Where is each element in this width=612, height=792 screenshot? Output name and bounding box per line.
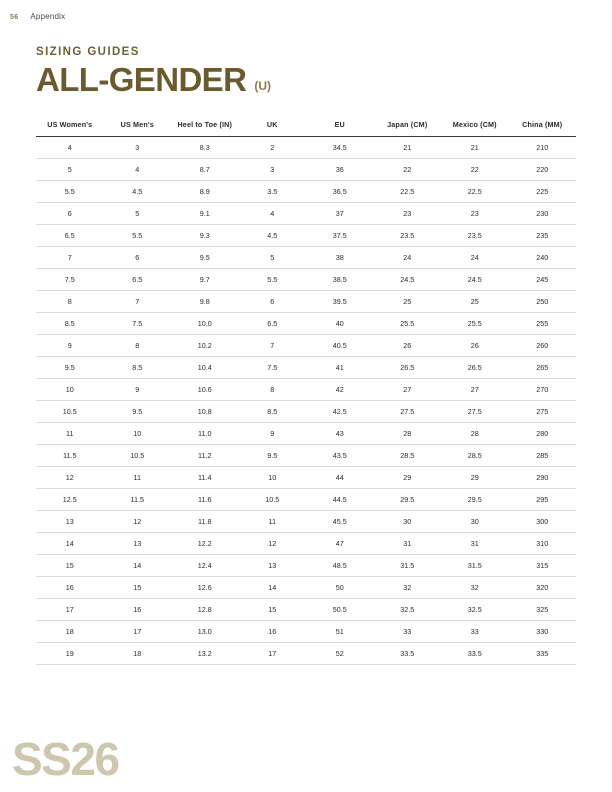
- table-cell: 270: [509, 379, 577, 401]
- table-row: [36, 137, 576, 159]
- table-cell: 5.5: [239, 269, 307, 291]
- table-cell: 16: [239, 621, 307, 643]
- table-cell: 31.5: [374, 555, 442, 577]
- table-cell: 8: [239, 379, 307, 401]
- table-cell: 300: [509, 511, 577, 533]
- table-cell: 15: [36, 555, 104, 577]
- table-cell: 12.4: [171, 555, 239, 577]
- table-cell: 8.7: [171, 159, 239, 181]
- table-head: [36, 114, 576, 137]
- table-cell: 5: [239, 247, 307, 269]
- table-cell: 50.5: [306, 599, 374, 621]
- table-cell: 7: [36, 247, 104, 269]
- table-cell: 15: [104, 577, 172, 599]
- table-cell: 19: [36, 643, 104, 665]
- table-cell: 22: [441, 159, 509, 181]
- table-cell: 240: [509, 247, 577, 269]
- table-cell: 8: [36, 291, 104, 313]
- table-cell: 250: [509, 291, 577, 313]
- table-cell: 10: [36, 379, 104, 401]
- table-cell: 23: [441, 203, 509, 225]
- table-row: [36, 401, 576, 423]
- table-cell: 280: [509, 423, 577, 445]
- table-cell: 325: [509, 599, 577, 621]
- table-cell: 7: [104, 291, 172, 313]
- table-cell: 28.5: [374, 445, 442, 467]
- table-cell: 210: [509, 137, 577, 159]
- column-header: Heel to Toe (IN): [171, 114, 239, 137]
- table-cell: 6: [36, 203, 104, 225]
- table-cell: 6.5: [36, 225, 104, 247]
- season-mark: SS26: [12, 733, 119, 785]
- table-cell: 22.5: [374, 181, 442, 203]
- table-cell: 32.5: [441, 599, 509, 621]
- table-cell: 265: [509, 357, 577, 379]
- table-cell: 14: [104, 555, 172, 577]
- column-header: Japan (CM): [374, 114, 442, 137]
- table-row: [36, 159, 576, 181]
- table-cell: 12: [239, 533, 307, 555]
- table-cell: 24.5: [374, 269, 442, 291]
- table-cell: 245: [509, 269, 577, 291]
- table-cell: 27.5: [441, 401, 509, 423]
- table-cell: 9.5: [171, 247, 239, 269]
- table-cell: 38: [306, 247, 374, 269]
- table-cell: 13.0: [171, 621, 239, 643]
- table-cell: 21: [374, 137, 442, 159]
- table-cell: 230: [509, 203, 577, 225]
- table-row: [36, 335, 576, 357]
- table-cell: 335: [509, 643, 577, 665]
- table-cell: 275: [509, 401, 577, 423]
- table-cell: 255: [509, 313, 577, 335]
- table-row: [36, 577, 576, 599]
- page-header: [10, 12, 65, 21]
- table-cell: 11.5: [36, 445, 104, 467]
- table-cell: 10.8: [171, 401, 239, 423]
- table-cell: 14: [239, 577, 307, 599]
- column-header: UK: [239, 114, 307, 137]
- table-row: [36, 489, 576, 511]
- table-cell: 10.6: [171, 379, 239, 401]
- table-cell: 25.5: [441, 313, 509, 335]
- table-cell: 42: [306, 379, 374, 401]
- table-cell: 9.5: [36, 357, 104, 379]
- main-title-row: [36, 63, 271, 96]
- table-cell: 40: [306, 313, 374, 335]
- table-body: [36, 137, 576, 665]
- table-cell: 28.5: [441, 445, 509, 467]
- table-cell: 31.5: [441, 555, 509, 577]
- table-cell: 11: [239, 511, 307, 533]
- table-cell: 28: [441, 423, 509, 445]
- table-cell: 12: [104, 511, 172, 533]
- column-header: Mexico (CM): [441, 114, 509, 137]
- table-cell: 7: [239, 335, 307, 357]
- table-cell: 13.2: [171, 643, 239, 665]
- table-row: [36, 621, 576, 643]
- table-cell: 38.5: [306, 269, 374, 291]
- table-cell: 15: [239, 599, 307, 621]
- table-row: [36, 423, 576, 445]
- table-cell: 14: [36, 533, 104, 555]
- table-cell: 8.5: [239, 401, 307, 423]
- table-cell: 11.2: [171, 445, 239, 467]
- table-cell: 3: [104, 137, 172, 159]
- table-cell: 16: [104, 599, 172, 621]
- table-cell: 11.5: [104, 489, 172, 511]
- table-cell: 27.5: [374, 401, 442, 423]
- table-row: [36, 225, 576, 247]
- table-cell: 29.5: [374, 489, 442, 511]
- table-cell: 33: [441, 621, 509, 643]
- table-row: [36, 203, 576, 225]
- table-cell: 13: [239, 555, 307, 577]
- table-cell: 6: [239, 291, 307, 313]
- table-cell: 7.5: [104, 313, 172, 335]
- table-cell: 315: [509, 555, 577, 577]
- table-header-row: [36, 114, 576, 137]
- table-cell: 23.5: [441, 225, 509, 247]
- table-cell: 10: [104, 423, 172, 445]
- page-number: 56: [10, 14, 19, 21]
- table-cell: 51: [306, 621, 374, 643]
- table-cell: 4: [36, 137, 104, 159]
- page-title: ALL-GENDER: [36, 61, 247, 98]
- table-cell: 260: [509, 335, 577, 357]
- table-cell: 6: [104, 247, 172, 269]
- table-cell: 10.0: [171, 313, 239, 335]
- table-cell: 8.5: [36, 313, 104, 335]
- table-cell: 26: [441, 335, 509, 357]
- table-cell: 17: [36, 599, 104, 621]
- table-cell: 31: [374, 533, 442, 555]
- table-cell: 33.5: [374, 643, 442, 665]
- table-cell: 6.5: [239, 313, 307, 335]
- table-cell: 10.2: [171, 335, 239, 357]
- table-cell: 9: [239, 423, 307, 445]
- table-cell: 10.5: [36, 401, 104, 423]
- table-cell: 27: [441, 379, 509, 401]
- table-cell: 23.5: [374, 225, 442, 247]
- table-cell: 32: [374, 577, 442, 599]
- table-cell: 12.6: [171, 577, 239, 599]
- table-cell: 21: [441, 137, 509, 159]
- table-cell: 18: [36, 621, 104, 643]
- table-cell: 5.5: [36, 181, 104, 203]
- table-cell: 310: [509, 533, 577, 555]
- table-cell: 30: [441, 511, 509, 533]
- eyebrow-heading: SIZING GUIDES: [36, 46, 140, 58]
- table-cell: 10.4: [171, 357, 239, 379]
- table-cell: 52: [306, 643, 374, 665]
- table-cell: 225: [509, 181, 577, 203]
- column-header: EU: [306, 114, 374, 137]
- table-cell: 9.8: [171, 291, 239, 313]
- table-cell: 3: [239, 159, 307, 181]
- table-cell: 9.5: [104, 401, 172, 423]
- table-cell: 12.8: [171, 599, 239, 621]
- table-row: [36, 643, 576, 665]
- table-cell: 6.5: [104, 269, 172, 291]
- table-cell: 9.7: [171, 269, 239, 291]
- table-cell: 8.3: [171, 137, 239, 159]
- table-cell: 11.4: [171, 467, 239, 489]
- table-cell: 13: [104, 533, 172, 555]
- table-cell: 9: [36, 335, 104, 357]
- table-cell: 29: [374, 467, 442, 489]
- table-cell: 40.5: [306, 335, 374, 357]
- column-header: China (MM): [509, 114, 577, 137]
- table-row: [36, 357, 576, 379]
- table-cell: 17: [239, 643, 307, 665]
- table-cell: 4.5: [104, 181, 172, 203]
- table-row: [36, 533, 576, 555]
- table-cell: 24: [441, 247, 509, 269]
- table-cell: 26.5: [441, 357, 509, 379]
- table-row: [36, 555, 576, 577]
- table-cell: 32: [441, 577, 509, 599]
- table-row: [36, 247, 576, 269]
- table-cell: 36: [306, 159, 374, 181]
- table-cell: 29: [441, 467, 509, 489]
- table-cell: 4: [239, 203, 307, 225]
- table-row: [36, 181, 576, 203]
- table-cell: 18: [104, 643, 172, 665]
- table-cell: 16: [36, 577, 104, 599]
- table-row: [36, 269, 576, 291]
- table-cell: 10.5: [104, 445, 172, 467]
- table-cell: 8: [104, 335, 172, 357]
- table-cell: 34.5: [306, 137, 374, 159]
- table-cell: 30: [374, 511, 442, 533]
- table-cell: 43: [306, 423, 374, 445]
- table-cell: 31: [441, 533, 509, 555]
- table-cell: 7.5: [239, 357, 307, 379]
- table-cell: 10: [239, 467, 307, 489]
- sizing-table: [36, 114, 576, 665]
- table-row: [36, 599, 576, 621]
- table-cell: 26: [374, 335, 442, 357]
- table-cell: 28: [374, 423, 442, 445]
- table-cell: 9.3: [171, 225, 239, 247]
- table-cell: 33.5: [441, 643, 509, 665]
- table-cell: 11.8: [171, 511, 239, 533]
- table-row: [36, 467, 576, 489]
- table-cell: 10.5: [239, 489, 307, 511]
- table-cell: 37.5: [306, 225, 374, 247]
- table-cell: 12.2: [171, 533, 239, 555]
- table-row: [36, 379, 576, 401]
- table-cell: 8.9: [171, 181, 239, 203]
- table-cell: 36.5: [306, 181, 374, 203]
- table-cell: 12: [36, 467, 104, 489]
- table-cell: 7.5: [36, 269, 104, 291]
- table-cell: 5: [36, 159, 104, 181]
- section-label: Appendix: [30, 12, 66, 21]
- table-cell: 37: [306, 203, 374, 225]
- table-cell: 45.5: [306, 511, 374, 533]
- table-cell: 11: [104, 467, 172, 489]
- table-cell: 3.5: [239, 181, 307, 203]
- table-cell: 29.5: [441, 489, 509, 511]
- table-row: [36, 313, 576, 335]
- table-cell: 220: [509, 159, 577, 181]
- table-cell: 24.5: [441, 269, 509, 291]
- table-cell: 23: [374, 203, 442, 225]
- table-cell: 25: [374, 291, 442, 313]
- table-cell: 47: [306, 533, 374, 555]
- table-cell: 13: [36, 511, 104, 533]
- table-cell: 330: [509, 621, 577, 643]
- table-row: [36, 291, 576, 313]
- table-cell: 50: [306, 577, 374, 599]
- table-cell: 17: [104, 621, 172, 643]
- table-cell: 295: [509, 489, 577, 511]
- table-cell: 32.5: [374, 599, 442, 621]
- table-cell: 48.5: [306, 555, 374, 577]
- table-cell: 4: [104, 159, 172, 181]
- table-cell: 24: [374, 247, 442, 269]
- table-cell: 9.5: [239, 445, 307, 467]
- table-cell: 9: [104, 379, 172, 401]
- table-cell: 12.5: [36, 489, 104, 511]
- column-header: US Men's: [104, 114, 172, 137]
- table-cell: 11.6: [171, 489, 239, 511]
- table-cell: 43.5: [306, 445, 374, 467]
- table-cell: 39.5: [306, 291, 374, 313]
- table-cell: 25: [441, 291, 509, 313]
- table-cell: 41: [306, 357, 374, 379]
- title-suffix: (U): [254, 79, 271, 93]
- table-cell: 44.5: [306, 489, 374, 511]
- table-cell: 22.5: [441, 181, 509, 203]
- table-cell: 33: [374, 621, 442, 643]
- table-cell: 235: [509, 225, 577, 247]
- table-cell: 22: [374, 159, 442, 181]
- table-cell: 320: [509, 577, 577, 599]
- table-row: [36, 445, 576, 467]
- table-cell: 5: [104, 203, 172, 225]
- table-cell: 5.5: [104, 225, 172, 247]
- table-cell: 2: [239, 137, 307, 159]
- title-block: [36, 46, 271, 96]
- table-cell: 42.5: [306, 401, 374, 423]
- table-cell: 8.5: [104, 357, 172, 379]
- table-cell: 44: [306, 467, 374, 489]
- table-cell: 4.5: [239, 225, 307, 247]
- table-cell: 11.0: [171, 423, 239, 445]
- table-cell: 25.5: [374, 313, 442, 335]
- table-cell: 26.5: [374, 357, 442, 379]
- table-cell: 9.1: [171, 203, 239, 225]
- table-cell: 285: [509, 445, 577, 467]
- table-row: [36, 511, 576, 533]
- table-cell: 290: [509, 467, 577, 489]
- column-header: US Women's: [36, 114, 104, 137]
- table-cell: 27: [374, 379, 442, 401]
- table-cell: 11: [36, 423, 104, 445]
